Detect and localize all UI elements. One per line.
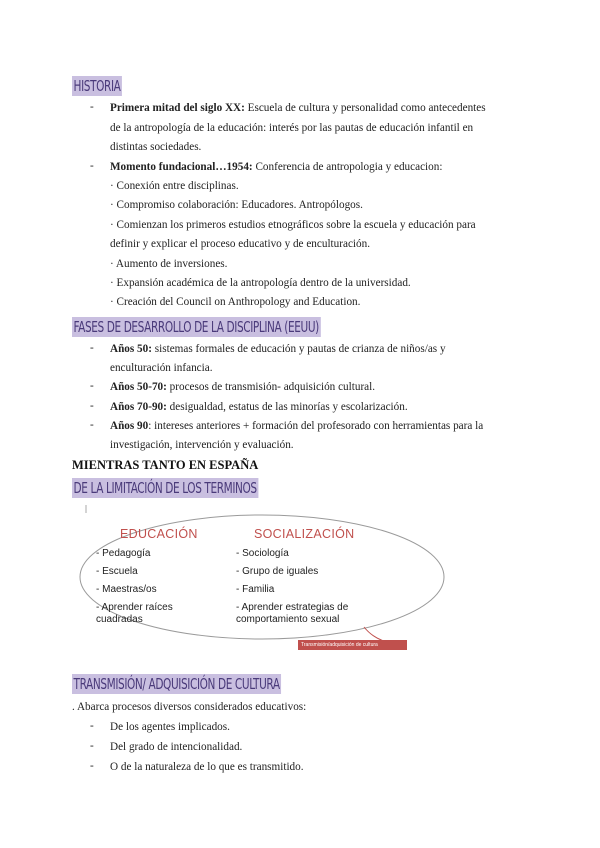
diagram-callout: Transmisión/adquisición de cultura (298, 640, 407, 650)
section-heading-fases: FASES DE DESARROLLO DE LA DISCIPLINA (EEUU) (73, 318, 319, 336)
diagram-right-item-4b: comportamiento sexual (236, 614, 340, 625)
historia-sub-6: · Creación del Council on Anthropology and Education. (110, 296, 361, 308)
fases-item4-line1 (110, 419, 483, 433)
diagram-right-item-4: - Aprender estrategias de (236, 602, 349, 613)
transmision-item-2: Del grado de intencionalidad. (110, 741, 243, 753)
bullet-dash: - (90, 380, 94, 392)
section-heading-historia: HISTORIA (73, 77, 121, 95)
fases-item3-text: desigualdad, estatus de las minorías y escolarización. (166, 401, 408, 413)
diagram-left-item-4b: cuadradas (96, 614, 143, 625)
historia-item1-line1 (110, 101, 486, 115)
section-heading-espana: MIENTRAS TANTO EN ESPAÑA (72, 458, 259, 472)
diagram-left-item-1: - Pedagogía (96, 548, 151, 559)
fases-item1-bold: Años 50: (110, 343, 152, 355)
bullet-dash: - (90, 720, 94, 732)
diagram-title-educacion: EDUCACIÓN (120, 527, 198, 541)
historia-item2-text: Conferencia de antropologia y educacion: (252, 161, 443, 173)
fases-item2-text: procesos de transmisión- adquisición cultural. (166, 381, 376, 393)
historia-sub-3b: definir y explicar el proceso educativo y de enculturación. (110, 238, 371, 250)
terms-diagram (72, 505, 452, 655)
historia-item1-bold: Primera mitad del siglo XX: (110, 102, 245, 114)
transmision-item-3: O de la naturaleza de lo que es transmitido. (110, 761, 304, 773)
transmision-item-1: De los agentes implicados. (110, 721, 230, 733)
fases-item4-bold: Años 90 (110, 420, 149, 432)
fases-item4-text: : intereses anteriores + formación del profesorado con herramientas para la (148, 420, 484, 432)
diagram-left-item-3: - Maestras/os (96, 584, 157, 595)
fases-item2-line1 (110, 380, 375, 394)
historia-item2-line1 (110, 160, 442, 174)
diagram-left-item-4: - Aprender raíces (96, 602, 173, 613)
fases-item3-line1 (110, 400, 408, 414)
transmision-intro: . Abarca procesos diversos considerados educativos: (72, 701, 307, 713)
bullet-dash: - (90, 419, 94, 431)
diagram-connector (364, 627, 384, 641)
diagram-right-item-2: - Grupo de iguales (236, 566, 319, 577)
historia-item1-line2: de la antropología de la educación: interés por las pautas de educación infantil en (110, 122, 474, 134)
bullet-dash: - (90, 101, 94, 113)
fases-item3-bold: Años 70-90: (110, 401, 167, 413)
fases-item4-line2: investigación, intervención y evaluación. (110, 439, 294, 451)
historia-sub-4: · Aumento de inversiones. (110, 258, 228, 270)
bullet-dash: - (90, 342, 94, 354)
fases-item1-line1 (110, 342, 446, 356)
bullet-dash: - (90, 740, 94, 752)
diagram-title-socializacion: SOCIALIZACIÓN (254, 527, 355, 541)
historia-sub-3: · Comienzan los primeros estudios etnográficos sobre la escuela y educación para (110, 219, 476, 231)
historia-item1-text: Escuela de cultura y personalidad como antecedentes (244, 102, 486, 114)
historia-item1-line3: distintas sociedades. (110, 141, 202, 153)
historia-sub-2: · Compromiso colaboración: Educadores. Antropólogos. (110, 199, 363, 211)
section-heading-delimitacion: DE LA LIMITACIÓN DE LOS TERMINOS (73, 479, 257, 497)
section-heading-transmision: TRANSMISIÓN/ ADQUISICIÓN DE CULTURA (73, 675, 280, 693)
fases-item1-text: sistemas formales de educación y pautas de crianza de niños/as y (151, 343, 446, 355)
diagram-right-item-1: - Sociología (236, 548, 289, 559)
diagram-right-item-3: - Familia (236, 584, 275, 595)
historia-sub-1: · Conexión entre disciplinas. (110, 180, 239, 192)
diagram-left-item-2: - Escuela (96, 566, 138, 577)
bullet-dash: - (90, 400, 94, 412)
fases-item2-bold: Años 50-70: (110, 381, 167, 393)
bullet-dash: - (90, 760, 94, 772)
bullet-dash: - (90, 160, 94, 172)
historia-item2-bold: Momento fundacional…1954: (110, 161, 253, 173)
historia-sub-5: · Expansión académica de la antropología dentro de la universidad. (110, 277, 411, 289)
fases-item1-line2: enculturación infancia. (110, 362, 213, 374)
